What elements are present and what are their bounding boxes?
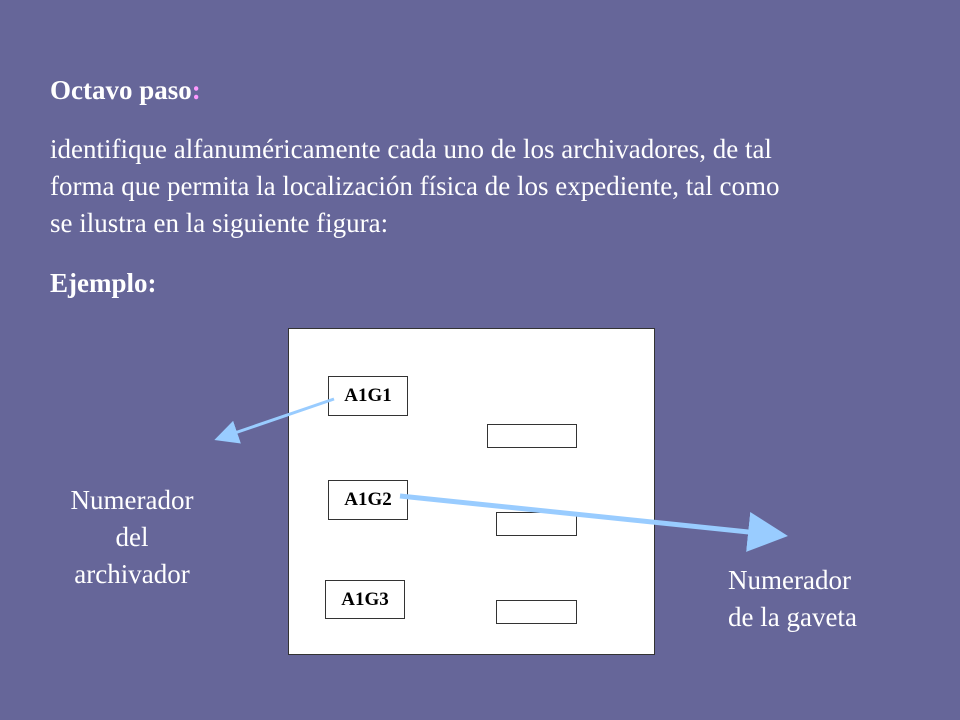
step-title (50, 72, 201, 108)
drawer-handle-1 (487, 424, 577, 448)
cabinet-label-2: A1G2 (328, 480, 408, 520)
drawer-handle-2 (496, 512, 577, 536)
instruction-text: identifique alfanuméricamente cada uno de los archivadores, de tal forma que permita la localización física de los expediente, tal como se ilustra en la siguiente figura: (50, 134, 780, 238)
caption-drawer-number: Numerador de la gaveta (728, 565, 857, 632)
step-title-colon: : (191, 75, 201, 105)
caption-cabinet-number: Numerador del archivador (70, 485, 194, 589)
step-title-text: Octavo paso (50, 75, 192, 105)
example-heading: Ejemplo: (50, 268, 157, 298)
cabinet-label-3: A1G3 (325, 580, 405, 619)
drawer-handle-3 (496, 600, 577, 624)
cabinet-label-1: A1G1 (328, 376, 408, 416)
